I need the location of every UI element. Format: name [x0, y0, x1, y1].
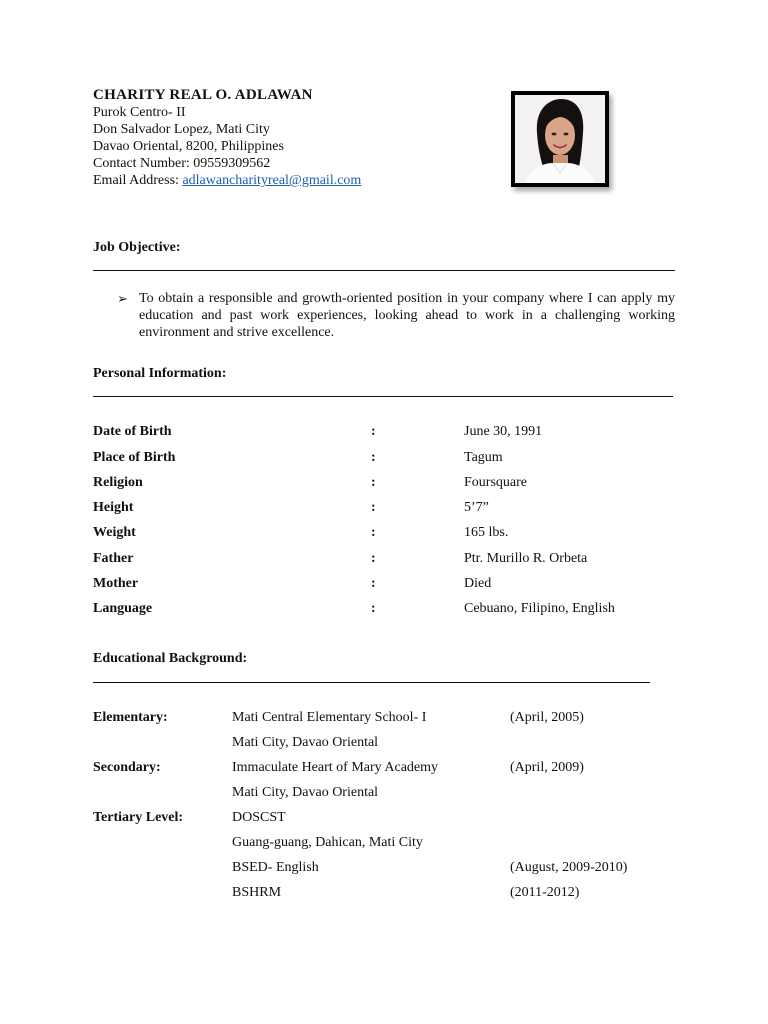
contact-number: Contact Number: 09559309562 [93, 156, 271, 171]
education-date: (2011-2012) [510, 885, 580, 900]
education-date: (April, 2005) [510, 710, 584, 725]
arrow-bullet-icon: ➢ [117, 292, 128, 307]
info-value: Foursquare [464, 475, 527, 490]
info-label: Language [93, 601, 153, 616]
contact-header [93, 87, 361, 189]
info-label: Place of Birth [93, 450, 176, 465]
info-colon: : [371, 450, 376, 465]
info-label: Father [93, 551, 134, 566]
info-label: Religion [93, 475, 143, 490]
education-date: (April, 2009) [510, 760, 584, 775]
education-row [93, 835, 673, 855]
info-colon: : [371, 551, 376, 566]
info-value: Died [464, 576, 492, 591]
email-row [93, 172, 361, 189]
info-row-religion [93, 475, 673, 495]
info-colon: : [371, 475, 376, 490]
info-colon: : [371, 525, 376, 540]
objective-item [117, 290, 675, 341]
info-colon: : [371, 424, 376, 439]
education-row [93, 860, 673, 880]
education-school: Mati Central Elementary School- I [232, 710, 427, 725]
applicant-name: CHARITY REAL O. ADLAWAN [93, 87, 313, 103]
info-row-mother [93, 576, 673, 596]
education-row [93, 810, 673, 830]
education-school: BSED- English [232, 860, 319, 875]
info-label: Mother [93, 576, 139, 591]
education-school: Mati City, Davao Oriental [232, 735, 379, 750]
personal-information-heading: Personal Information: [93, 366, 227, 381]
job-objective-heading: Job Objective: [93, 240, 181, 255]
info-label: Height [93, 500, 134, 515]
education-school: Guang-guang, Dahican, Mati City [232, 835, 423, 850]
info-value: Tagum [464, 450, 503, 465]
email-link[interactable]: adlawancharityreal@gmail.com [182, 173, 362, 188]
info-value: Cebuano, Filipino, English [464, 601, 615, 616]
education-school: DOSCST [232, 810, 286, 825]
info-row-father [93, 551, 673, 571]
address-line-1: Purok Centro- II [93, 105, 186, 120]
info-value: 5’7” [464, 500, 489, 515]
education-level: Elementary: [93, 710, 168, 725]
info-row-weight [93, 525, 673, 545]
objective-text: To obtain a responsible and growth-oriented position in your company where I can apply my education and past work experiences, looking ahead to work in a challenging working environment and strive excellence. [139, 291, 675, 340]
info-value: June 30, 1991 [464, 424, 543, 439]
education-row [93, 785, 673, 805]
info-row-date-of-birth [93, 424, 673, 444]
info-label: Weight [93, 525, 136, 540]
education-row [93, 735, 673, 755]
info-colon: : [371, 500, 376, 515]
info-row-height [93, 500, 673, 520]
education-date: (August, 2009-2010) [510, 860, 628, 875]
education-row [93, 885, 673, 905]
address-line-2: Don Salvador Lopez, Mati City [93, 122, 270, 137]
info-row-language [93, 601, 673, 621]
divider [93, 396, 673, 397]
education-row [93, 760, 673, 780]
info-label: Date of Birth [93, 424, 172, 439]
education-school: Immaculate Heart of Mary Academy [232, 760, 439, 775]
educational-background-heading: Educational Background: [93, 651, 248, 666]
portrait-image [515, 95, 605, 183]
education-school: BSHRM [232, 885, 282, 900]
education-school: Mati City, Davao Oriental [232, 785, 379, 800]
info-value: 165 lbs. [464, 525, 509, 540]
divider [93, 270, 675, 271]
divider [93, 682, 650, 683]
education-level: Tertiary Level: [93, 810, 184, 825]
info-row-place-of-birth [93, 450, 673, 470]
email-label: Email Address: [93, 173, 183, 188]
education-level: Secondary: [93, 760, 161, 775]
info-colon: : [371, 601, 376, 616]
info-colon: : [371, 576, 376, 591]
education-row [93, 710, 673, 730]
applicant-photo [511, 91, 609, 187]
address-line-3: Davao Oriental, 8200, Philippines [93, 139, 284, 154]
info-value: Ptr. Murillo R. Orbeta [464, 551, 588, 566]
